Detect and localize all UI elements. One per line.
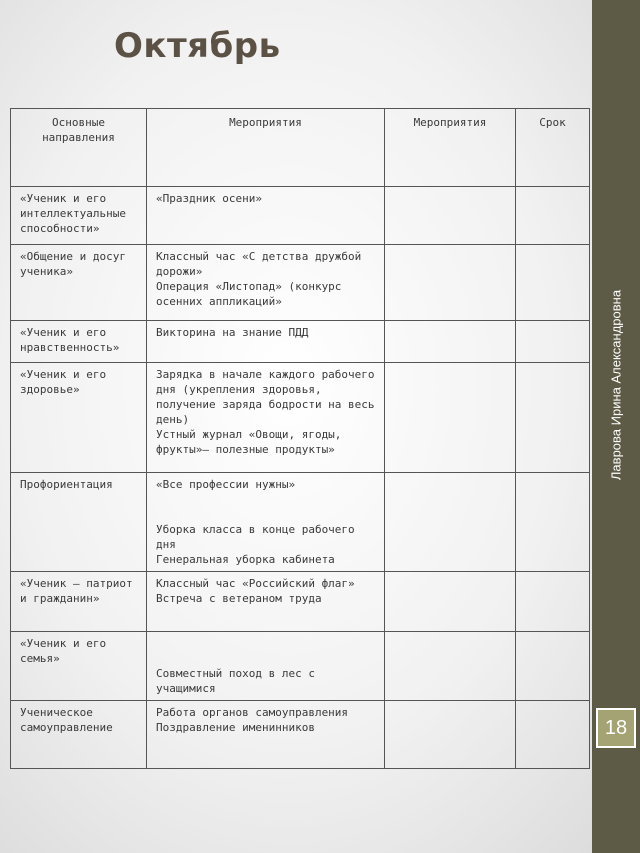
row-direction: «Общение и досуг ученика» [11,245,147,321]
header-directions: Основные направления [11,109,147,187]
table-row [11,321,590,363]
table-row [11,701,590,769]
row-empty-cell [385,187,516,245]
table-row [11,632,590,701]
table-row [11,187,590,245]
row-direction: «Ученик – патриот и гражданин» [11,572,147,632]
page-number-badge: 18 [596,708,636,748]
row-event: «Праздник осени» [147,187,385,245]
row-event: Классный час «Российский флаг» Встреча с ветераном труда [147,572,385,632]
table-row [11,245,590,321]
row-event: Зарядка в начале каждого рабочего дня (укрепления здоровья, получение заряда бодрости на весь день) Устный журнал «Овощи, ягоды, фрукты»– полезные продукты» [147,363,385,473]
row-event: Классный час «С детства дружбой дорожи» Операция «Листопад» (конкурс осенних аппликаций» [147,245,385,321]
plan-table [10,108,590,769]
row-event: Совместный поход в лес с учащимися [147,632,385,701]
row-deadline-cell [516,701,590,769]
row-direction: «Ученик и его нравственность» [11,321,147,363]
row-deadline-cell [516,363,590,473]
row-event: Викторина на знание ПДД [147,321,385,363]
row-direction: «Ученик и его здоровье» [11,363,147,473]
row-event: Работа органов самоуправления Поздравление именинников [147,701,385,769]
row-empty-cell [385,245,516,321]
row-deadline-cell [516,473,590,572]
table-row [11,363,590,473]
row-deadline-cell [516,187,590,245]
row-empty-cell [385,701,516,769]
row-direction: «Ученик и его интеллектуальные способности» [11,187,147,245]
row-empty-cell [385,632,516,701]
header-events-2: Мероприятия [385,109,516,187]
row-empty-cell [385,321,516,363]
row-direction: Ученическое самоуправление [11,701,147,769]
table-row [11,572,590,632]
page-title: Октябрь [114,26,281,66]
row-direction: Профориентация [11,473,147,572]
row-direction: «Ученик и его семья» [11,632,147,701]
row-deadline-cell [516,572,590,632]
row-deadline-cell [516,245,590,321]
row-event: «Все профессии нужны» Уборка класса в конце рабочего дня Генеральная уборка кабинета [147,473,385,572]
row-deadline-cell [516,321,590,363]
row-empty-cell [385,363,516,473]
header-events: Мероприятия [147,109,385,187]
row-deadline-cell [516,632,590,701]
table-header-row [11,109,590,187]
header-deadline: Срок [516,109,590,187]
author-name: Лаврова Ирина Александровна [608,289,624,481]
row-empty-cell [385,572,516,632]
table-row [11,473,590,572]
row-empty-cell [385,473,516,572]
